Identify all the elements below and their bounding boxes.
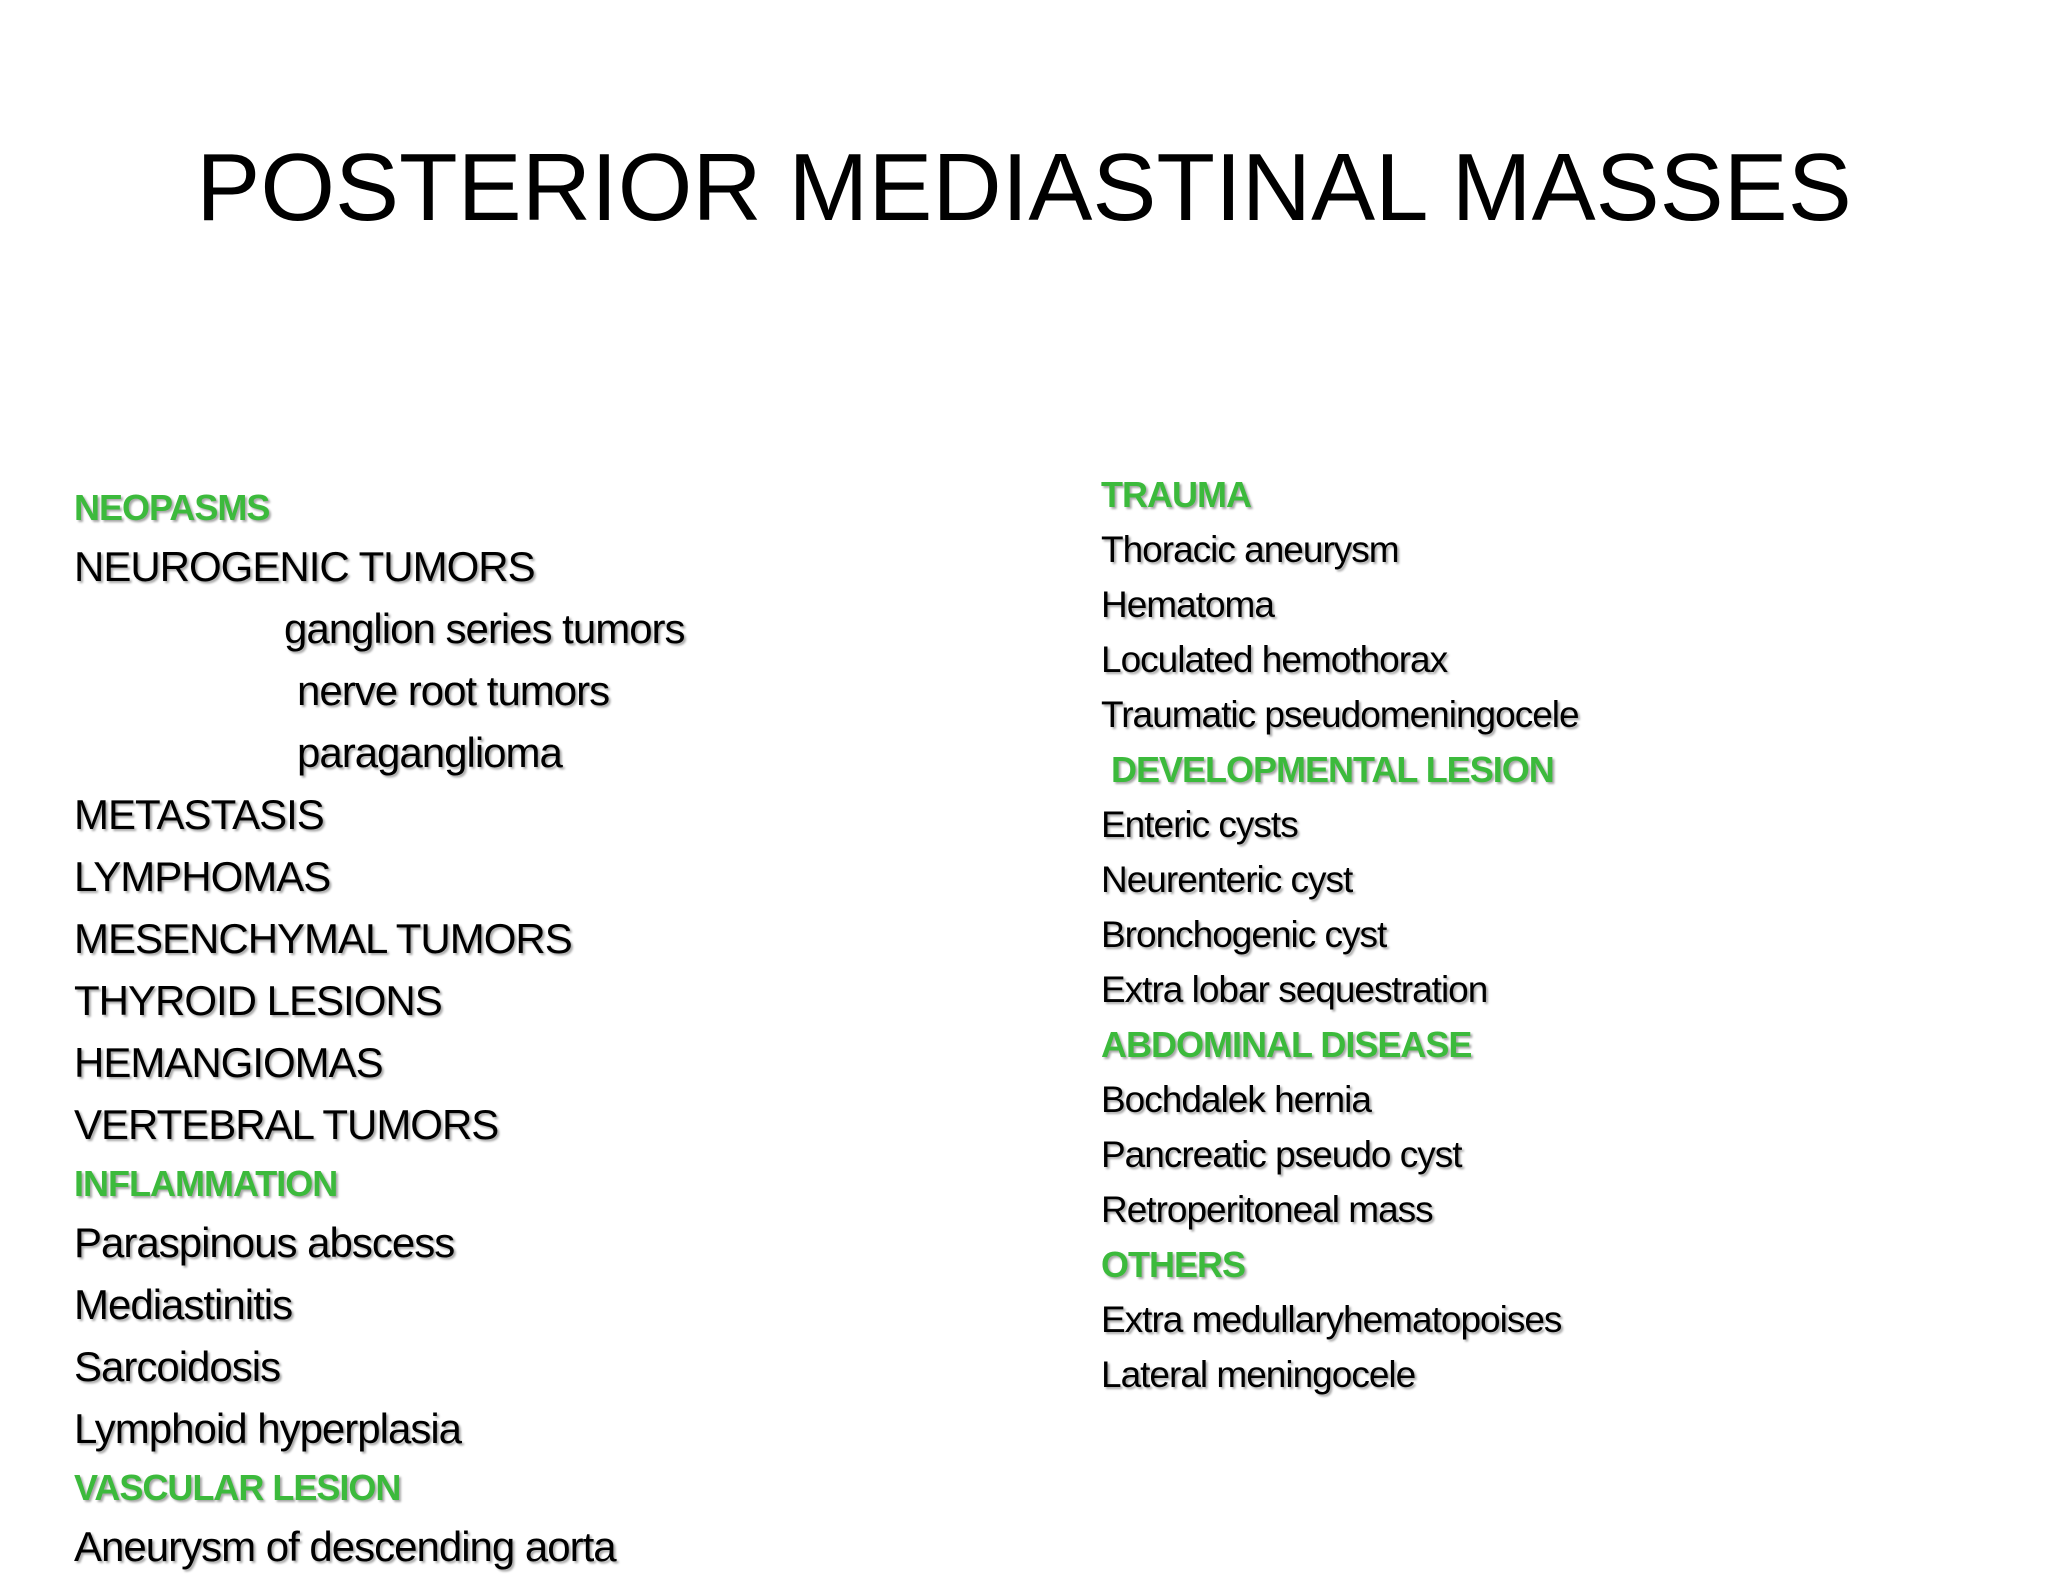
list-item-mediastinitis: Mediastinitis [74,1281,293,1328]
list-item-enteric-cysts: Enteric cysts [1101,804,1298,845]
list-item-sarcoidosis: Sarcoidosis [74,1343,281,1390]
section-heading-inflammation: INFLAMMATION [74,1163,338,1204]
list-item-mesenchymal-tumors: MESENCHYMAL TUMORS [74,915,572,962]
list-item-retroperitoneal-mass: Retroperitoneal mass [1101,1189,1433,1230]
left-column-list [74,480,1074,1578]
list-item-extra-medullary-hematopoises: Extra medullaryhematopoises [1101,1299,1562,1340]
list-item-extra-lobar-sequestration: Extra lobar sequestration [1101,969,1488,1010]
list-item-vertebral-tumors: VERTEBRAL TUMORS [74,1101,499,1148]
section-heading-vascular-lesion: VASCULAR LESION [74,1467,401,1508]
list-item-neurogenic-tumors: NEUROGENIC TUMORS [74,543,535,590]
list-item-hemangiomas: HEMANGIOMAS [74,1039,383,1086]
list-item-paraspinous-abscess: Paraspinous abscess [74,1219,455,1266]
slide-title: POSTERIOR MEDIASTINAL MASSES [196,134,1852,241]
list-item-lymphoid-hyperplasia: Lymphoid hyperplasia [74,1405,462,1452]
list-item-aneurysm-descending-aorta: Aneurysm of descending aorta [74,1523,616,1570]
list-item-lymphomas: LYMPHOMAS [74,853,331,900]
list-item-hematoma: Hematoma [1101,584,1274,625]
list-item-thoracic-aneurysm: Thoracic aneurysm [1101,529,1399,570]
list-item-bochdalek-hernia: Bochdalek hernia [1101,1079,1371,1120]
right-column-list [1101,467,2001,1402]
list-item-paraganglioma: paraganglioma [297,729,562,776]
section-heading-others: OTHERS [1101,1244,1246,1285]
list-item-pancreatic-pseudo-cyst: Pancreatic pseudo cyst [1101,1134,1462,1175]
section-heading-developmental-lesion: DEVELOPMENTAL LESION [1111,749,1554,790]
list-item-loculated-hemothorax: Loculated hemothorax [1101,639,1448,680]
list-item-ganglion-series-tumors: ganglion series tumors [284,605,685,652]
list-item-lateral-meningocele: Lateral meningocele [1101,1354,1416,1395]
section-heading-trauma: TRAUMA [1101,474,1251,515]
section-heading-abdominal-disease: ABDOMINAL DISEASE [1101,1024,1472,1065]
list-item-nerve-root-tumors: nerve root tumors [297,667,610,714]
list-item-neurenteric-cyst: Neurenteric cyst [1101,859,1353,900]
section-heading-neoplasms: NEOPASMS [74,487,270,528]
list-item-metastasis: METASTASIS [74,791,324,838]
list-item-traumatic-pseudomeningocele: Traumatic pseudomeningocele [1101,694,1579,735]
list-item-bronchogenic-cyst: Bronchogenic cyst [1101,914,1387,955]
list-item-thyroid-lesions: THYROID LESIONS [74,977,442,1024]
